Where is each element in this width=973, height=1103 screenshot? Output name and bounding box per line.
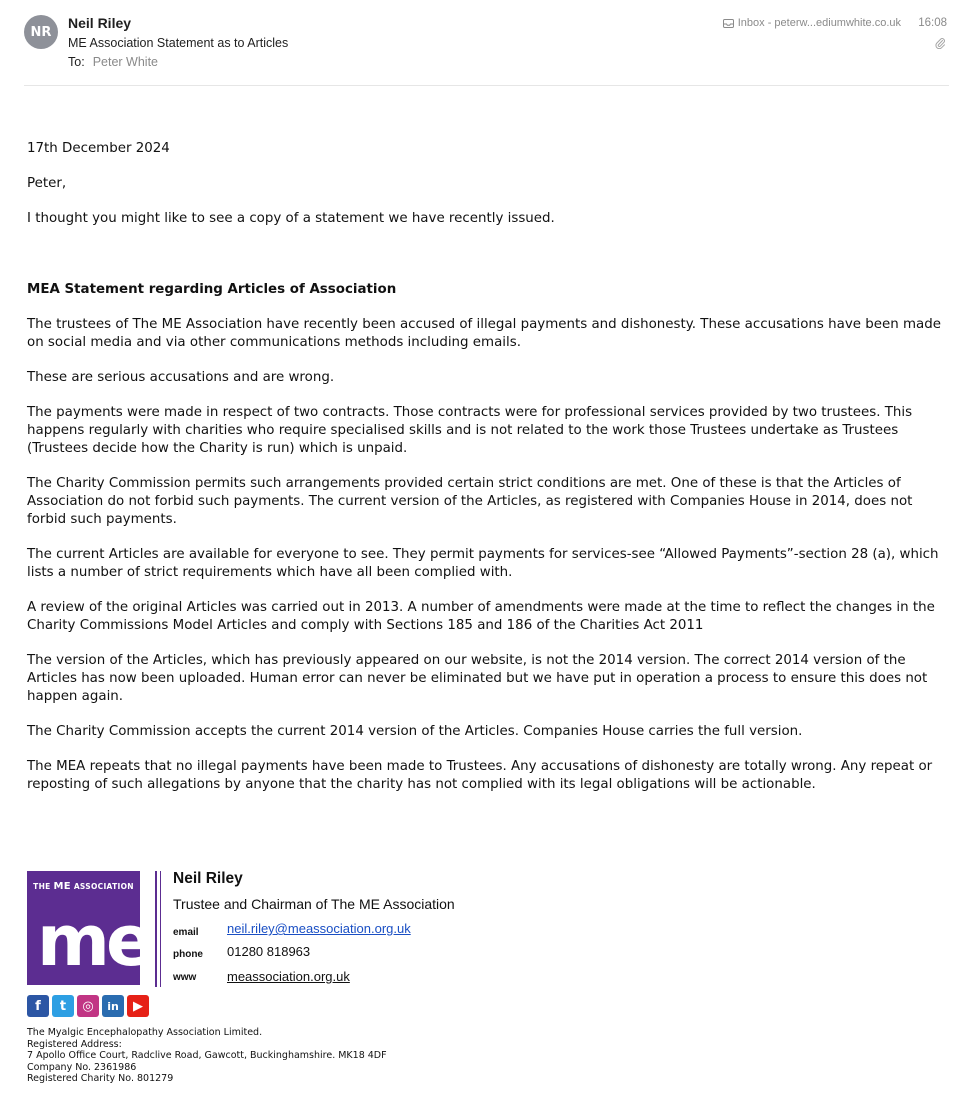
- email-link[interactable]: neil.riley@meassociation.org.uk: [227, 921, 411, 936]
- social-links: [27, 995, 149, 1017]
- youtube-icon[interactable]: ▶: [127, 995, 149, 1017]
- email-label: email: [173, 927, 199, 938]
- linkedin-icon[interactable]: in: [102, 995, 124, 1017]
- paragraph: The trustees of The ME Association have recently been accused of illegal payments and dishonesty. These accusations have been made on social media and via other communications methods including emails.: [27, 317, 941, 350]
- header-divider: [24, 85, 949, 86]
- paragraph: The payments were made in respect of two contracts. Those contracts were for professional services provided by two trustees. This happens regularly with charities who require specialised skills and is not related to the work those Trustees undertake as Trustees (Trustees decide how the Charity is run) which is unpaid.: [27, 405, 913, 456]
- intro-line: I thought you might like to see a copy of a statement we have recently issued.: [27, 211, 555, 226]
- facebook-icon[interactable]: f: [27, 995, 49, 1017]
- email-body: [27, 140, 952, 811]
- signature-name: Neil Riley: [173, 870, 243, 887]
- phone-label: phone: [173, 949, 203, 960]
- footer-line: The Myalgic Encephalopathy Association Limited.: [27, 1027, 263, 1038]
- paperclip-icon[interactable]: [935, 36, 945, 54]
- statement-heading: MEA Statement regarding Articles of Association: [27, 282, 397, 297]
- recipient-name[interactable]: Peter White: [92, 55, 158, 69]
- footer-line: Registered Charity No. 801279: [27, 1073, 174, 1085]
- logo-caption: THE ME ASSOCIATION: [33, 881, 134, 892]
- paragraph: A review of the original Articles was carried out in 2013. A number of amendments were made at the time to reflect the changes in the Charity Commissions Model Articles and comply with Sections 185 and 186 of the Charities Act 2011: [27, 600, 935, 633]
- to-label: To:: [68, 55, 85, 69]
- paragraph: The Charity Commission permits such arrangements provided certain strict conditions are met. One of these is that the Articles of Association do not forbid such payments. The current version of the Articles, as registered with Companies House in 2014, does not forbid such payments.: [27, 476, 913, 527]
- www-label: www: [173, 972, 197, 983]
- recipient-row: [68, 55, 158, 69]
- me-association-logo: [27, 871, 150, 985]
- paragraph: These are serious accusations and are wrong.: [27, 370, 335, 385]
- signature-divider: [160, 871, 161, 987]
- mailbox-label: Inbox - peterw...ediumwhite.co.uk: [737, 17, 901, 29]
- signature-title: Trustee and Chairman of The ME Association: [173, 896, 455, 912]
- paragraph: The Charity Commission accepts the current 2014 version of the Articles. Companies House carries the full version.: [27, 724, 803, 739]
- mailbox-indicator[interactable]: [723, 17, 901, 29]
- footer-line: 7 Apollo Office Court, Radclive Road, Gawcott, Buckinghamshire. MK18 4DF: [27, 1050, 387, 1062]
- legal-footer: [27, 1027, 387, 1085]
- logo-me-mark: me: [37, 900, 150, 982]
- sender-avatar: NR: [24, 15, 58, 49]
- tray-icon: [723, 19, 734, 28]
- greeting: Peter,: [27, 176, 67, 191]
- paragraph: The version of the Articles, which has previously appeared on our website, is not the 2014 version. The correct 2014 version of the Articles has now been uploaded. Human error can never be eliminated but we have put in operation a process to ensure this does not happen again.: [27, 653, 928, 704]
- sender-name[interactable]: Neil Riley: [68, 15, 132, 31]
- paragraph: The MEA repeats that no illegal payments have been made to Trustees. Any accusations of dishonesty are totally wrong. Any repeat or reposting of such allegations by anyone that the charity has not complied with its legal obligations will be actionable.: [27, 759, 933, 792]
- letter-date: 17th December 2024: [27, 141, 170, 156]
- email-subject: ME Association Statement as to Articles: [68, 36, 289, 50]
- signature-divider: [155, 871, 157, 987]
- paragraph: The current Articles are available for everyone to see. They permit payments for services-see “Allowed Payments”-section 28 (a), which lists a number of strict requirements which have all been complied with.: [27, 547, 939, 580]
- received-time: 16:08: [918, 17, 947, 29]
- spacer: [27, 245, 952, 281]
- website-link[interactable]: meassociation.org.uk: [227, 969, 350, 984]
- footer-line: Company No. 2361986: [27, 1061, 137, 1073]
- instagram-icon[interactable]: ◎: [77, 995, 99, 1017]
- phone-number: 01280 818963: [227, 944, 311, 959]
- twitter-icon[interactable]: t: [52, 995, 74, 1017]
- footer-line: Registered Address:: [27, 1038, 122, 1050]
